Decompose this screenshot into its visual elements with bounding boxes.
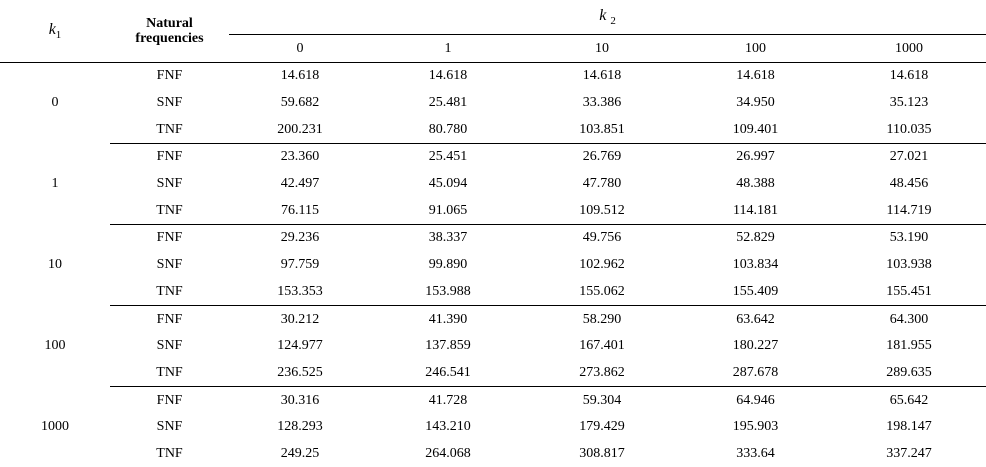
frequency-value-cell: 153.353 (229, 279, 371, 306)
table-row (0, 387, 986, 414)
frequency-value-cell: 195.903 (732, 419, 779, 435)
frequency-value-cell: 114.719 (832, 197, 986, 224)
frequency-value-cell: 103.851 (525, 116, 679, 143)
frequency-type-cell: TNF (110, 279, 229, 306)
frequency-type-cell: SNF (156, 419, 183, 435)
frequency-value-cell: 308.817 (579, 445, 625, 461)
frequency-value-cell: 180.227 (732, 338, 779, 354)
frequency-value-cell: 109.401 (679, 116, 832, 143)
frequency-value-cell: 14.618 (889, 68, 929, 84)
frequency-value-cell: 14.618 (582, 68, 622, 84)
frequency-value-cell: 128.293 (277, 419, 323, 435)
table-row (0, 252, 986, 279)
frequency-value-cell: 48.456 (889, 176, 929, 192)
frequency-type-cell: FNF (156, 392, 183, 408)
natural-frequencies-header: Natural frequencies (110, 0, 229, 63)
frequency-value-cell: 264.068 (425, 445, 471, 461)
frequency-value-cell: 181.955 (886, 338, 932, 354)
frequency-value-cell: 52.829 (736, 230, 775, 246)
frequency-value-cell: 47.780 (582, 176, 622, 192)
frequency-value-cell: 76.115 (229, 197, 371, 224)
frequency-value-cell: 167.401 (579, 338, 625, 354)
table-row (0, 360, 986, 387)
frequency-value-cell: 99.890 (428, 257, 468, 273)
frequency-type-cell: FNF (156, 230, 183, 246)
frequency-value-cell: 14.618 (280, 68, 320, 84)
frequency-value-cell: 25.481 (428, 95, 468, 111)
frequency-value-cell: 114.181 (679, 197, 832, 224)
frequency-value-cell: 64.300 (889, 311, 929, 327)
frequency-value-cell: 14.618 (736, 68, 775, 84)
frequency-value-cell: 26.997 (736, 149, 775, 165)
k2-value-header: 1 (371, 35, 525, 63)
frequency-value-cell: 143.210 (425, 419, 471, 435)
k1-value-cell: 0 (51, 95, 59, 111)
frequency-value-cell: 198.147 (886, 419, 932, 435)
k2-value-header: 1000 (832, 35, 986, 63)
frequency-type-cell: SNF (156, 257, 183, 273)
frequency-value-cell: 33.386 (582, 95, 622, 111)
frequency-value-cell: 91.065 (371, 197, 525, 224)
frequency-value-cell: 30.212 (280, 311, 320, 327)
frequency-value-cell: 80.780 (371, 116, 525, 143)
frequency-value-cell: 124.977 (277, 338, 323, 354)
frequency-value-cell: 273.862 (525, 360, 679, 387)
frequency-value-cell: 287.678 (679, 360, 832, 387)
frequency-type-cell: TNF (110, 116, 229, 143)
frequency-value-cell: 337.247 (886, 445, 932, 461)
frequency-value-cell: 14.618 (428, 68, 468, 84)
frequency-value-cell: 103.938 (886, 257, 932, 273)
frequency-type-cell: TNF (110, 360, 229, 387)
frequency-type-cell: SNF (156, 95, 183, 111)
frequency-value-cell: 38.337 (428, 230, 468, 246)
k2-value-header: 0 (229, 35, 371, 63)
table-row (0, 306, 986, 333)
table-row (0, 90, 986, 117)
k2-value-header: 10 (525, 35, 679, 63)
frequency-value-cell: 58.290 (582, 311, 622, 327)
frequency-type-cell: FNF (156, 68, 183, 84)
table-row (0, 225, 986, 252)
table-row (0, 197, 986, 224)
k2-value-header: 100 (679, 35, 832, 63)
frequency-value-cell: 59.304 (582, 392, 622, 408)
frequency-value-cell: 49.756 (582, 230, 622, 246)
table-row (0, 414, 986, 441)
frequency-value-cell: 26.769 (582, 149, 622, 165)
frequency-value-cell: 42.497 (280, 176, 320, 192)
k1-value-cell: 100 (44, 338, 66, 354)
frequency-value-cell: 25.451 (428, 149, 468, 165)
frequency-type-cell: SNF (156, 338, 183, 354)
frequency-value-cell: 249.25 (280, 445, 320, 461)
frequency-value-cell: 29.236 (280, 230, 320, 246)
frequency-value-cell: 289.635 (832, 360, 986, 387)
k2-header: k $_2$ (229, 0, 986, 35)
table-row (0, 144, 986, 171)
frequency-value-cell: 41.728 (428, 392, 468, 408)
table-row (0, 333, 986, 360)
frequency-value-cell: 97.759 (280, 257, 320, 273)
frequency-value-cell: 34.950 (736, 95, 775, 111)
frequency-value-cell: 23.360 (280, 149, 320, 165)
frequency-value-cell: 63.642 (736, 311, 775, 327)
frequency-value-cell: 59.682 (280, 95, 320, 111)
table-row (0, 171, 986, 198)
frequency-value-cell: 35.123 (889, 95, 929, 111)
k1-value-cell: 1 (51, 176, 59, 192)
frequency-value-cell: 333.64 (736, 445, 775, 461)
frequency-value-cell: 155.451 (832, 279, 986, 306)
frequency-value-cell: 153.988 (371, 279, 525, 306)
frequency-value-cell: 41.390 (428, 311, 468, 327)
frequency-value-cell: 110.035 (832, 116, 986, 143)
frequency-value-cell: 179.429 (579, 419, 625, 435)
frequency-value-cell: 30.316 (280, 392, 320, 408)
frequency-value-cell: 155.062 (525, 279, 679, 306)
frequency-value-cell: 65.642 (889, 392, 929, 408)
k1-header: $k_1$ (0, 0, 110, 63)
table-row (0, 63, 986, 90)
frequency-value-cell: 109.512 (525, 197, 679, 224)
frequency-value-cell: 27.021 (889, 149, 929, 165)
frequency-value-cell: 53.190 (889, 230, 929, 246)
frequency-value-cell: 48.388 (736, 176, 775, 192)
frequency-value-cell: 200.231 (229, 116, 371, 143)
frequency-value-cell: 137.859 (425, 338, 471, 354)
frequency-value-cell: 45.094 (428, 176, 468, 192)
frequency-type-cell: FNF (156, 149, 183, 165)
frequency-type-cell: FNF (156, 311, 183, 327)
frequency-value-cell: 155.409 (679, 279, 832, 306)
k1-value-cell: 10 (48, 257, 62, 273)
table-row (0, 279, 986, 306)
header-row-1 (0, 0, 986, 35)
frequency-type-cell: TNF (110, 197, 229, 224)
table-row (0, 116, 986, 143)
frequency-value-cell: 246.541 (371, 360, 525, 387)
frequency-value-cell: 102.962 (579, 257, 625, 273)
k1-value-cell: 1000 (41, 419, 69, 435)
frequency-value-cell: 103.834 (732, 257, 779, 273)
frequency-value-cell: 236.525 (229, 360, 371, 387)
frequency-value-cell: 64.946 (736, 392, 775, 408)
table-row (0, 441, 986, 467)
frequency-type-cell: TNF (156, 445, 183, 461)
frequency-type-cell: SNF (156, 176, 183, 192)
